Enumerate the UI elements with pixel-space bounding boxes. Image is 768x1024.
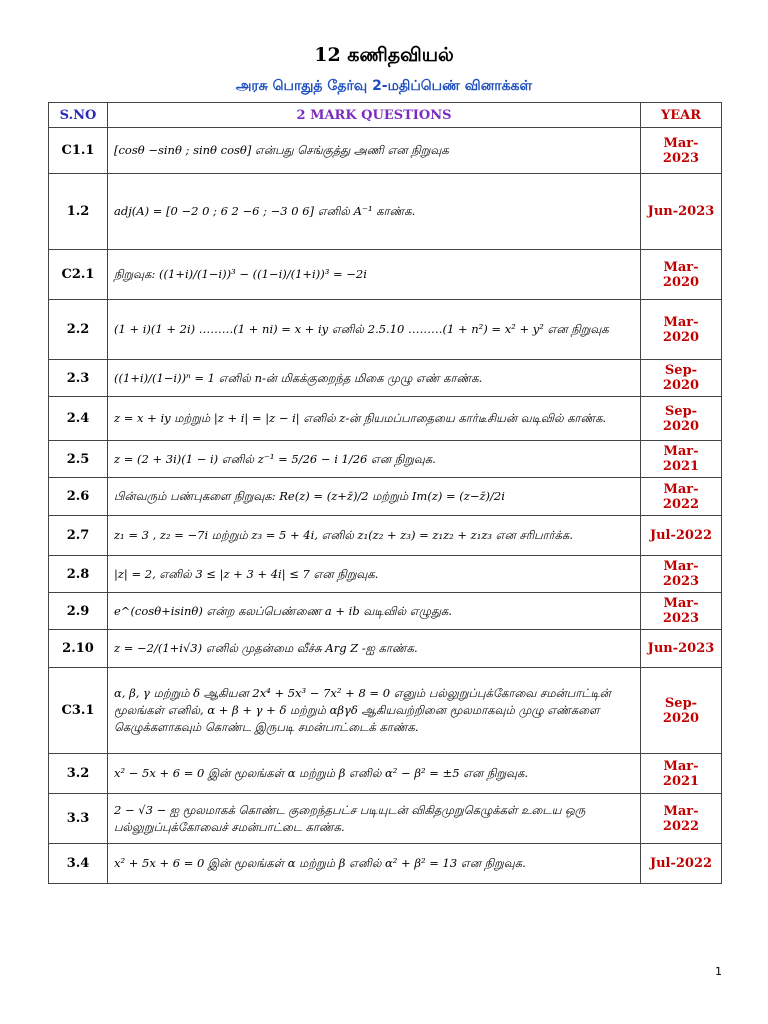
row-year: Mar-2021: [641, 441, 722, 478]
row-year: Mar-2021: [641, 754, 722, 794]
table-row: [49, 174, 722, 250]
row-question: பின்வரும் பண்புகளை நிறுவுக: Re(z) = (z+z̄)/2 மற்றும் Im(z) = (z−z̄)/2i: [108, 478, 641, 516]
row-year: Mar-2022: [641, 478, 722, 516]
page-subtitle: அரசு பொதுத் தேர்வு 2-மதிப்பெண் வினாக்கள்: [235, 78, 533, 94]
table-row: [49, 397, 722, 441]
row-year: Mar-2020: [641, 250, 722, 300]
table-row: [49, 441, 722, 478]
row-year: Jul-2022: [641, 516, 722, 556]
header-sno: S.NO: [49, 103, 108, 128]
table-row: [49, 630, 722, 668]
row-year: Sep-2020: [641, 668, 722, 754]
header-questions: 2 MARK QUESTIONS: [108, 103, 641, 128]
row-year: Jun-2023: [641, 630, 722, 668]
table-row: [49, 128, 722, 174]
row-year: Jul-2022: [641, 844, 722, 884]
row-number: 3.3: [49, 794, 108, 844]
row-number: 2.2: [49, 300, 108, 360]
row-number: 2.5: [49, 441, 108, 478]
row-question: z = −2/(1+i√3) எனில் முதன்மை வீச்சு Arg Z -ஐ காண்க.: [108, 630, 641, 668]
row-number: 3.4: [49, 844, 108, 884]
row-question: x² + 5x + 6 = 0 இன் மூலங்கள் α மற்றும் β எனில் α² + β² = 13 என நிறுவுக.: [108, 844, 641, 884]
row-year: Mar-2022: [641, 794, 722, 844]
row-number: 3.2: [49, 754, 108, 794]
page-number: 1: [715, 965, 722, 978]
header-year: YEAR: [641, 103, 722, 128]
row-number: C1.1: [49, 128, 108, 174]
row-number: C2.1: [49, 250, 108, 300]
row-question: (1 + i)(1 + 2i) ………(1 + ni) = x + iy எனில் 2.5.10 ………(1 + n²) = x² + y² என நிறுவுக: [108, 300, 641, 360]
row-number: 2.7: [49, 516, 108, 556]
row-year: Jun-2023: [641, 174, 722, 250]
page-title: 12 கணிதவியல்: [314, 44, 454, 66]
questions-table: [48, 102, 722, 884]
row-number: C3.1: [49, 668, 108, 754]
row-question: ((1+i)/(1−i))ⁿ = 1 எனில் n-ன் மிகக்குறைந்த மிகை முழு எண் காண்க.: [108, 360, 641, 397]
row-year: Mar-2023: [641, 556, 722, 593]
table-row: [49, 250, 722, 300]
table-header-row: [49, 103, 722, 128]
row-question: x² − 5x + 6 = 0 இன் மூலங்கள் α மற்றும் β எனில் α² − β² = ±5 என நிறுவுக.: [108, 754, 641, 794]
row-question: z = x + iy மற்றும் |z + i| = |z − i| எனில் z-ன் நியமப்பாதையை கார்டீசியன் வடிவில் காண்க.: [108, 397, 641, 441]
row-number: 2.8: [49, 556, 108, 593]
row-question: நிறுவுக: ((1+i)/(1−i))³ − ((1−i)/(1+i))³ = −2i: [108, 250, 641, 300]
table-row: [49, 478, 722, 516]
row-year: Mar-2023: [641, 593, 722, 630]
row-number: 2.3: [49, 360, 108, 397]
row-year: Sep-2020: [641, 360, 722, 397]
row-year: Sep-2020: [641, 397, 722, 441]
table-row: [49, 754, 722, 794]
table-row: [49, 844, 722, 884]
row-question: |z| = 2, எனில் 3 ≤ |z + 3 + 4i| ≤ 7 என நிறுவுக.: [108, 556, 641, 593]
row-number: 2.4: [49, 397, 108, 441]
row-number: 1.2: [49, 174, 108, 250]
row-question: e^(cosθ+isinθ) என்ற கலப்பெண்ணை a + ib வடிவில் எழுதுக.: [108, 593, 641, 630]
row-question: 2 − √3 − ஐ மூலமாகக் கொண்ட குறைந்தபட்ச படியுடன் விகிதமுறுகெழுக்கள் உடைய ஒரு பல்லுறுப்புக்கோவைச் சமன்பாட்டை காண்க.: [108, 794, 641, 844]
row-number: 2.6: [49, 478, 108, 516]
row-year: Mar-2023: [641, 128, 722, 174]
table-row: [49, 516, 722, 556]
row-number: 2.9: [49, 593, 108, 630]
row-question: z = (2 + 3i)(1 − i) எனில் z⁻¹ = 5/26 − i 1/26 என நிறுவுக.: [108, 441, 641, 478]
table-row: [49, 794, 722, 844]
row-question: α, β, γ மற்றும் δ ஆகியன 2x⁴ + 5x³ − 7x² + 8 = 0 எனும் பல்லுறுப்புக்கோவை சமன்பாட்டின் மூலங்கள் எனில், α + β + γ + δ மற்றும் αβγδ ஆகியவற்றினை மூலமாகவும் முழு எண்களை கெழுக்களாகவும் கொண்ட இருபடி சமன்பாட்டைக் காண்க.: [108, 668, 641, 754]
row-question: adj(A) = [0 −2 0 ; 6 2 −6 ; −3 0 6] எனில் A⁻¹ காண்க.: [108, 174, 641, 250]
table-row: [49, 668, 722, 754]
row-year: Mar-2020: [641, 300, 722, 360]
table-row: [49, 360, 722, 397]
row-number: 2.10: [49, 630, 108, 668]
row-question: [cosθ −sinθ ; sinθ cosθ] என்பது செங்குத்து அணி என நிறுவுக: [108, 128, 641, 174]
table-row: [49, 556, 722, 593]
table-row: [49, 300, 722, 360]
row-question: z₁ = 3 , z₂ = −7i மற்றும் z₃ = 5 + 4i, எனில் z₁(z₂ + z₃) = z₁z₂ + z₁z₃ என சரிபார்க்க.: [108, 516, 641, 556]
table-row: [49, 593, 722, 630]
